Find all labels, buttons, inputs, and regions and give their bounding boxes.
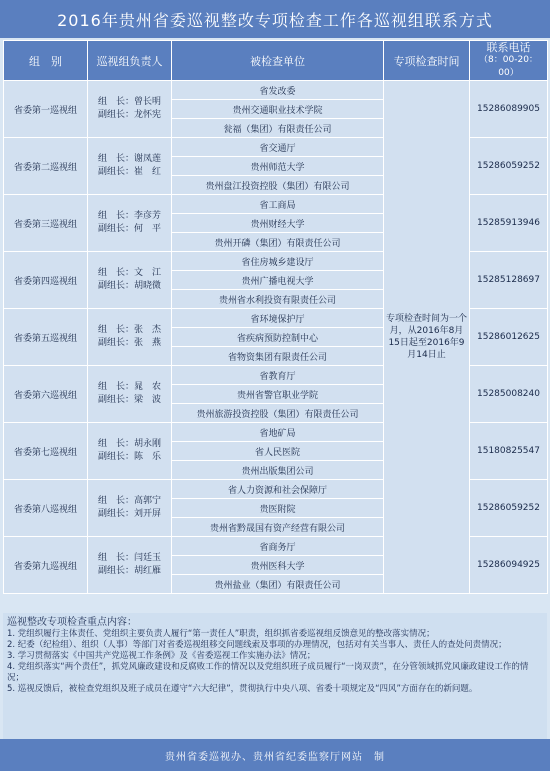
contact-phone: 15286094925 — [470, 537, 548, 594]
leader-name: 组 长：高郭宁 — [97, 496, 161, 506]
inspected-unit: 贵州广播电视大学 — [172, 271, 384, 290]
inspected-unit: 贵州省水利投资有限责任公司 — [172, 290, 384, 309]
contact-phone: 15180825547 — [470, 423, 548, 480]
inspected-unit: 贵州师范大学 — [172, 157, 384, 176]
header-phone-hours: （8：00-20：00） — [479, 55, 538, 78]
contact-phone: 15286059252 — [470, 138, 548, 195]
deputy-leader-name: 副组长：胡晓微 — [97, 281, 161, 291]
deputy-leader-name: 副组长：陈 乐 — [97, 452, 161, 462]
group-name: 省委第五巡视组 — [4, 309, 88, 366]
inspected-unit: 贵州开磷（集团）有限责任公司 — [172, 233, 384, 252]
inspected-unit: 省工商局 — [172, 195, 384, 214]
deputy-leader-name: 副组长：张 燕 — [97, 338, 161, 348]
group-leaders — [88, 138, 172, 195]
leader-name: 组 长：文 江 — [97, 268, 161, 278]
group-leaders — [88, 366, 172, 423]
inspected-unit: 省人力资源和社会保障厅 — [172, 480, 384, 499]
contact-phone: 15286089905 — [470, 81, 548, 138]
inspected-unit: 省疾病预防控制中心 — [172, 328, 384, 347]
note-item: 2. 纪委（纪检组）、组织（人事）等部门对省委巡视组移交问题线索及事项的办理情况，包括对有关当事人、责任人的查处问责情况； — [7, 640, 507, 650]
inspected-unit: 贵州省警官职业学院 — [172, 385, 384, 404]
header-unit: 被检查单位 — [172, 41, 384, 81]
group-name: 省委第七巡视组 — [4, 423, 88, 480]
group-name: 省委第八巡视组 — [4, 480, 88, 537]
inspected-unit: 贵医附院 — [172, 499, 384, 518]
group-name: 省委第六巡视组 — [4, 366, 88, 423]
notes-section — [3, 613, 547, 739]
footer: 贵州省委巡视办、贵州省纪委监察厅网站 制 — [0, 739, 550, 771]
note-item: 5. 巡视反馈后，被检查党组织及班子成员在遵守“六大纪律”，贯彻执行中央八项、省委十项规定及“四风”方面存在的新问题。 — [7, 684, 478, 694]
deputy-leader-name: 副组长：梁 波 — [97, 395, 161, 405]
note-item: 1. 党组织履行主体责任、党组织主要负责人履行“第一责任人”职责，组织抓省委巡视组反馈意见的整改落实情况； — [7, 629, 435, 639]
inspected-unit: 省交通厅 — [172, 138, 384, 157]
contact-phone: 15285008240 — [470, 366, 548, 423]
header-time: 专项检查时间 — [384, 41, 470, 81]
note-item: 4. 党组织落实“两个责任”，抓党风廉政建设和反腐败工作的情况以及党组织班子成员履行“一岗双责”，在分管领域抓党风廉政建设工作的情况； — [7, 662, 529, 683]
inspected-unit: 贵州医科大学 — [172, 556, 384, 575]
inspected-unit: 省人民医院 — [172, 442, 384, 461]
contact-table — [3, 40, 548, 594]
header-group: 组 别 — [4, 41, 88, 81]
note-item: 3. 学习贯彻落实《中国共产党巡视工作条例》及《省委巡视工作实施办法》情况； — [7, 651, 316, 661]
table-row — [4, 81, 548, 100]
leader-name: 组 长：谢凤莲 — [97, 154, 161, 164]
inspected-unit: 贵州出版集团公司 — [172, 461, 384, 480]
header-leader: 巡视组负责人 — [88, 41, 172, 81]
inspected-unit: 省地矿局 — [172, 423, 384, 442]
group-name: 省委第九巡视组 — [4, 537, 88, 594]
contact-phone: 15285913946 — [470, 195, 548, 252]
inspected-unit: 贵州旅游投资控股（集团）有限责任公司 — [172, 404, 384, 423]
leader-name: 组 长：胡永刚 — [97, 439, 161, 449]
group-leaders — [88, 81, 172, 138]
group-leaders — [88, 423, 172, 480]
inspected-unit: 省住房城乡建设厅 — [172, 252, 384, 271]
inspected-unit: 省环境保护厅 — [172, 309, 384, 328]
contact-phone: 15286059252 — [470, 480, 548, 537]
leader-name: 组 长：闫廷玉 — [97, 553, 161, 563]
inspected-unit: 省发改委 — [172, 81, 384, 100]
group-name: 省委第一巡视组 — [4, 81, 88, 138]
group-leaders — [88, 537, 172, 594]
group-leaders — [88, 480, 172, 537]
page-title: 2016年贵州省委巡视整改专项检查工作各巡视组联系方式 — [0, 0, 550, 38]
inspected-unit: 贵州交通职业技术学院 — [172, 100, 384, 119]
inspected-unit: 贵州省黔晟国有资产经营有限公司 — [172, 518, 384, 537]
leader-name: 组 长：张 杰 — [97, 325, 161, 335]
inspected-unit: 省物资集团有限责任公司 — [172, 347, 384, 366]
inspection-period: 专项检查时间为一个月，从2016年8月15日起至2016年9月14日止 — [384, 81, 470, 594]
group-name: 省委第三巡视组 — [4, 195, 88, 252]
inspected-unit: 贵州盘江投资控股（集团）有限公司 — [172, 176, 384, 195]
deputy-leader-name: 副组长：何 平 — [97, 224, 161, 234]
header-phone-label: 联系电话 — [486, 41, 531, 54]
leader-name: 组 长：曾长明 — [97, 97, 161, 107]
group-leaders — [88, 309, 172, 366]
deputy-leader-name: 副组长：龙怀宪 — [97, 110, 161, 120]
inspected-unit: 省商务厅 — [172, 537, 384, 556]
leader-name: 组 长：晁 农 — [97, 382, 161, 392]
deputy-leader-name: 副组长：胡红雁 — [97, 566, 161, 576]
contact-phone: 15286012625 — [470, 309, 548, 366]
deputy-leader-name: 副组长：刘开屏 — [97, 509, 161, 519]
header-phone — [470, 41, 548, 81]
contact-phone: 15285128697 — [470, 252, 548, 309]
group-leaders — [88, 252, 172, 309]
table-header-row — [4, 41, 548, 81]
group-name: 省委第四巡视组 — [4, 252, 88, 309]
deputy-leader-name: 副组长：崔 红 — [97, 167, 161, 177]
inspected-unit: 省教育厅 — [172, 366, 384, 385]
group-leaders — [88, 195, 172, 252]
inspected-unit: 贵州盐业（集团）有限责任公司 — [172, 575, 384, 594]
inspected-unit: 贵州财经大学 — [172, 214, 384, 233]
notes-heading: 巡视整改专项检查重点内容： — [7, 617, 137, 628]
group-name: 省委第二巡视组 — [4, 138, 88, 195]
leader-name: 组 长：李彦芳 — [97, 211, 161, 221]
inspected-unit: 瓮福（集团）有限责任公司 — [172, 119, 384, 138]
